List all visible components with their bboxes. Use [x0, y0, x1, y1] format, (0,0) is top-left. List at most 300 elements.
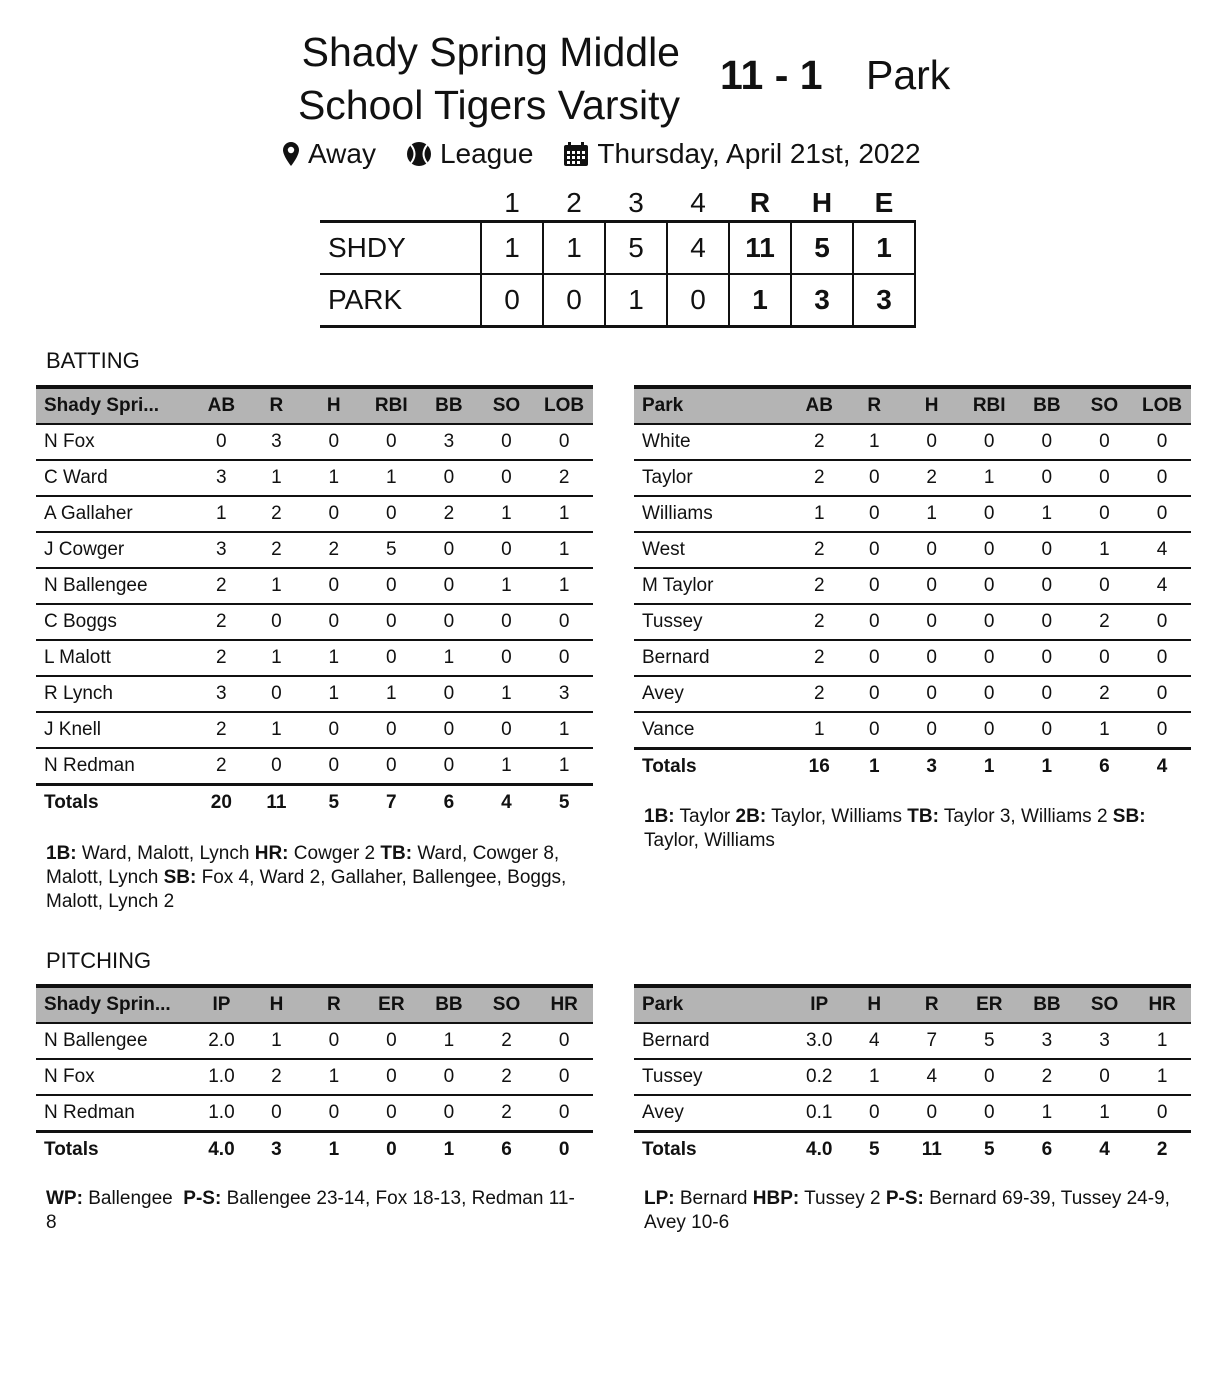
table-row [634, 532, 1191, 568]
table-header-row [36, 387, 593, 424]
inning-header: 3 [628, 187, 644, 218]
column-header: SO [478, 387, 536, 424]
total-cell: 1 [868, 756, 880, 777]
total-cell: 1 [328, 1139, 340, 1160]
line-score-table [320, 186, 916, 328]
stat-cell: 4 [1133, 568, 1191, 604]
batting-notes-away [644, 805, 1184, 853]
total-hits: 5 [791, 222, 853, 275]
stat-cell: 0 [362, 640, 420, 676]
stat-cell: 0 [362, 604, 420, 640]
stat-cell: 2 [478, 1023, 536, 1059]
stat-cell: 0 [1076, 460, 1134, 496]
table-row [36, 460, 593, 496]
note-value: Ward, Cowger 8, Malott, Lynch [46, 843, 565, 888]
stat-cell: 1 [1018, 496, 1076, 532]
game-meta [282, 138, 951, 170]
total-cell: 4 [501, 792, 512, 813]
stat-cell: 1 [420, 640, 478, 676]
table-row [36, 1023, 593, 1059]
table-row [634, 1059, 1191, 1095]
stat-cell: 0 [846, 532, 903, 568]
totals-row [36, 1132, 593, 1168]
stat-cell: 3 [535, 676, 593, 712]
team-name-line1: Shady Spring Middle [301, 29, 680, 75]
stat-cell: 3.0 [793, 1023, 846, 1059]
stat-cell: 1 [903, 496, 960, 532]
stat-cell: 1 [248, 712, 305, 748]
stat-cell: 1 [248, 460, 305, 496]
player-name: Bernard [634, 1023, 793, 1059]
inning-header: 1 [504, 187, 520, 218]
errors-header: E [874, 187, 894, 218]
stat-cell: 1 [420, 1023, 478, 1059]
stat-cell: 0 [960, 640, 1018, 676]
batting-notes-home [46, 842, 576, 914]
note-key: SB: [163, 867, 197, 888]
total-cell: 7 [385, 792, 397, 813]
total-cell: 1 [983, 756, 995, 777]
stat-cell: 0 [903, 640, 960, 676]
pitching-notes-home [46, 1187, 576, 1235]
stat-cell: 0 [1076, 640, 1134, 676]
stat-cell: 3 [195, 676, 248, 712]
note-value: Taylor, Williams [766, 806, 908, 827]
total-cell: 20 [210, 792, 232, 813]
totals-label: Totals [642, 1139, 697, 1160]
stat-cell: 0 [420, 532, 478, 568]
player-name: R Lynch [36, 676, 195, 712]
stat-cell: 0 [1076, 424, 1134, 460]
stat-cell: 0 [903, 568, 960, 604]
line-score-row [320, 274, 915, 327]
inning-score: 0 [481, 274, 543, 327]
stat-cell: 0 [535, 1023, 593, 1059]
column-header: BB [1018, 387, 1076, 424]
note-key: LP: [644, 1188, 675, 1209]
total-errors: 1 [853, 222, 915, 275]
stat-cell: 0 [1076, 568, 1134, 604]
stat-cell: 0 [363, 1059, 421, 1095]
stat-cell: 0 [478, 460, 536, 496]
stat-cell: 2 [1076, 604, 1134, 640]
column-header: Shady Spri... [36, 387, 195, 424]
location-pin-icon [282, 141, 300, 167]
stat-cell: 3 [1076, 1023, 1134, 1059]
stat-cell: 2 [195, 712, 248, 748]
player-name: Avey [634, 676, 793, 712]
stat-cell: 4 [903, 1059, 961, 1095]
totals-row [634, 1132, 1191, 1168]
stat-cell: 1 [1076, 1095, 1134, 1132]
note-key: WP: [46, 1188, 83, 1209]
table-row [36, 1059, 593, 1095]
total-cell: 5 [869, 1139, 880, 1160]
note-value: Fox 4, Ward 2, Gallaher, Ballengee, Boggs, Malott, Lynch 2 [46, 867, 572, 912]
stat-cell: 4 [846, 1023, 903, 1059]
totals-label: Totals [44, 1139, 99, 1160]
date-info [563, 138, 920, 170]
stat-cell: 0 [1133, 424, 1191, 460]
player-name: N Fox [36, 1059, 195, 1095]
stat-cell: 0 [1018, 460, 1076, 496]
stat-cell: 1 [305, 676, 362, 712]
table-header-row [634, 986, 1191, 1023]
stat-cell: 3 [195, 532, 248, 568]
note-value: Tussey 2 [799, 1188, 886, 1209]
stat-cell: 1 [362, 676, 420, 712]
stat-cell: 1 [195, 496, 248, 532]
stat-cell: 2 [195, 748, 248, 785]
stat-cell: 0 [305, 1023, 362, 1059]
inning-score: 1 [605, 274, 667, 327]
pitching-section-title: PITCHING [46, 948, 152, 973]
stat-cell: 2 [195, 640, 248, 676]
column-header: BB [420, 387, 478, 424]
stat-cell: 0 [362, 748, 420, 785]
stat-cell: 0 [1018, 532, 1076, 568]
stat-cell: 0 [305, 496, 362, 532]
column-header: HR [1133, 986, 1191, 1023]
table-row [634, 568, 1191, 604]
stat-cell: 2 [793, 604, 846, 640]
total-cell: 5 [558, 792, 570, 813]
stat-cell: 0 [363, 1023, 421, 1059]
inning-header: 2 [566, 187, 582, 218]
inning-score: 1 [543, 222, 605, 275]
stat-cell: 2 [793, 424, 846, 460]
column-header: R [846, 387, 903, 424]
stat-cell: 0 [1018, 640, 1076, 676]
column-header: HR [535, 986, 593, 1023]
table-row [634, 496, 1191, 532]
column-header: AB [195, 387, 248, 424]
stat-cell: 1 [248, 568, 305, 604]
column-header: RBI [362, 387, 420, 424]
stat-cell: 3 [248, 424, 305, 460]
stat-cell: 1 [535, 712, 593, 748]
stat-cell: 1 [478, 568, 536, 604]
total-cell: 11 [266, 792, 287, 813]
stat-cell: 0 [903, 604, 960, 640]
total-cell: 6 [1041, 1139, 1053, 1160]
team-abbr: PARK [320, 274, 481, 327]
stat-cell: 0 [846, 496, 903, 532]
stat-cell: 0 [305, 604, 362, 640]
note-value: Taylor [674, 806, 736, 827]
stat-cell: 0 [420, 712, 478, 748]
stat-cell: 0 [535, 640, 593, 676]
inning-score: 0 [543, 274, 605, 327]
totals-row [36, 785, 593, 821]
stat-cell: 0 [420, 1059, 478, 1095]
player-name: C Ward [36, 460, 195, 496]
player-name: N Fox [36, 424, 195, 460]
player-name: Avey [634, 1095, 793, 1132]
table-row [634, 712, 1191, 749]
note-key: SB: [1112, 806, 1146, 827]
table-row [634, 424, 1191, 460]
player-name: Vance [634, 712, 793, 749]
table-row [634, 1095, 1191, 1132]
stat-cell: 1 [362, 460, 420, 496]
inning-score: 5 [605, 222, 667, 275]
team-abbr: SHDY [320, 222, 481, 275]
total-cell: 3 [926, 756, 937, 777]
player-name: Tussey [634, 1059, 793, 1095]
table-row [36, 712, 593, 748]
column-header: R [903, 986, 961, 1023]
total-cell: 4 [1099, 1139, 1110, 1160]
calendar-icon [563, 141, 589, 167]
note-value: Taylor, Williams [644, 806, 1151, 851]
stat-cell: 5 [362, 532, 420, 568]
note-value: Bernard [674, 1188, 753, 1209]
stat-cell: 2 [535, 460, 593, 496]
stat-cell: 2 [248, 532, 305, 568]
stat-cell: 0 [903, 1095, 961, 1132]
note-value: Taylor 3, Williams 2 [938, 806, 1113, 827]
column-header: H [305, 387, 362, 424]
stat-cell: 1 [535, 496, 593, 532]
total-cell: 6 [1099, 756, 1110, 777]
stat-cell: 0 [305, 1095, 362, 1132]
game-date: Thursday, April 21st, 2022 [597, 138, 921, 169]
stat-cell: 0.1 [793, 1095, 846, 1132]
stat-cell: 0 [1133, 1095, 1191, 1132]
inning-score: 1 [481, 222, 543, 275]
stat-cell: 2 [903, 460, 960, 496]
column-header: IP [793, 986, 846, 1023]
total-runs: 11 [729, 222, 791, 275]
player-name: L Malott [36, 640, 195, 676]
column-header: SO [1076, 387, 1134, 424]
stat-cell: 2 [793, 460, 846, 496]
stat-cell: 1 [248, 1023, 305, 1059]
player-name: N Ballengee [36, 1023, 195, 1059]
column-header: H [846, 986, 903, 1023]
table-row [36, 532, 593, 568]
total-cell: 1 [443, 1139, 455, 1160]
stat-cell: 1 [793, 712, 846, 749]
total-cell: 2 [1156, 1139, 1168, 1160]
note-key: 2B: [735, 806, 767, 827]
stat-cell: 0 [420, 568, 478, 604]
stat-cell: 0 [305, 568, 362, 604]
totals-row [634, 749, 1191, 785]
note-value: Ballengee [82, 1188, 184, 1209]
stat-cell: 2 [793, 568, 846, 604]
stat-cell: 2 [793, 640, 846, 676]
stat-cell: 1 [535, 748, 593, 785]
column-header: LOB [1133, 387, 1191, 424]
total-hits: 3 [791, 274, 853, 327]
stat-cell: 1 [1076, 712, 1134, 749]
stat-cell: 1.0 [195, 1059, 248, 1095]
total-cell: 16 [808, 756, 830, 777]
note-key: HR: [254, 843, 289, 864]
stat-cell: 2 [195, 604, 248, 640]
column-header: Park [634, 986, 793, 1023]
player-name: West [634, 532, 793, 568]
note-key: P-S: [183, 1188, 222, 1209]
stat-cell: 1 [248, 640, 305, 676]
player-name: C Boggs [36, 604, 195, 640]
stat-cell: 1 [1133, 1059, 1191, 1095]
stat-cell: 0 [248, 604, 305, 640]
stat-cell: 1 [478, 496, 536, 532]
stat-cell: 3 [1018, 1023, 1076, 1059]
column-header: BB [420, 986, 478, 1023]
table-row [36, 568, 593, 604]
stat-cell: 1 [478, 676, 536, 712]
column-header: RBI [960, 387, 1018, 424]
stat-cell: 0 [1076, 496, 1134, 532]
table-row [634, 1023, 1191, 1059]
stat-cell: 0 [960, 532, 1018, 568]
note-value: Ballengee 23-14, Fox 18-13, Redman 11-8 [46, 1188, 575, 1233]
stat-cell: 2 [305, 532, 362, 568]
stat-cell: 0 [960, 496, 1018, 532]
table-header-row [634, 387, 1191, 424]
column-header: H [903, 387, 960, 424]
stat-cell: 1 [793, 496, 846, 532]
stat-cell: 0 [420, 748, 478, 785]
stat-cell: 0 [420, 676, 478, 712]
stat-cell: 0 [535, 1095, 593, 1132]
stat-cell: 4 [1133, 532, 1191, 568]
table-row [36, 424, 593, 460]
note-key: HBP: [752, 1188, 800, 1209]
note-key: TB: [380, 843, 413, 864]
note-value: Bernard 69-39, Tussey 24-9, Avey 10-6 [644, 1188, 1175, 1233]
stat-cell: 0 [961, 1059, 1019, 1095]
stat-cell: 0 [846, 712, 903, 749]
column-header: R [248, 387, 305, 424]
column-header: BB [1018, 986, 1076, 1023]
table-row [36, 640, 593, 676]
team-name-line2: School Tigers Varsity [297, 82, 680, 128]
stat-cell: 2 [248, 496, 305, 532]
player-name: J Knell [36, 712, 195, 748]
stat-cell: 0 [846, 604, 903, 640]
note-key: 1B: [644, 806, 675, 827]
stat-cell: 0 [903, 424, 960, 460]
table-row [36, 1095, 593, 1132]
total-cell: 5 [984, 1139, 995, 1160]
stat-cell: 0 [420, 460, 478, 496]
stat-cell: 1 [960, 460, 1018, 496]
stat-cell: 1 [535, 532, 593, 568]
stat-cell: 0 [535, 1059, 593, 1095]
stat-cell: 0 [960, 568, 1018, 604]
column-header: Shady Sprin... [36, 986, 195, 1023]
stat-cell: 0 [362, 568, 420, 604]
note-key: TB: [907, 806, 939, 827]
stat-cell: 0 [1133, 604, 1191, 640]
stat-cell: 0 [478, 712, 536, 748]
stat-cell: 2 [1018, 1059, 1076, 1095]
runs-header: R [749, 187, 771, 218]
player-name: Tussey [634, 604, 793, 640]
total-cell: 6 [443, 792, 455, 813]
player-name: Taylor [634, 460, 793, 496]
table-row [634, 640, 1191, 676]
player-name: N Ballengee [36, 568, 195, 604]
stat-cell: 2 [478, 1059, 536, 1095]
stat-cell: 0 [960, 712, 1018, 749]
total-cell: 4 [1156, 756, 1168, 777]
column-header: ER [363, 986, 421, 1023]
stat-cell: 0 [305, 748, 362, 785]
stat-cell: 0 [362, 496, 420, 532]
stat-cell: 1 [846, 424, 903, 460]
stat-cell: 0 [305, 712, 362, 748]
stat-cell: 1 [305, 1059, 362, 1095]
stat-cell: 0 [248, 748, 305, 785]
stat-cell: 0 [903, 712, 960, 749]
total-cell: 4.0 [806, 1139, 833, 1160]
note-value: Cowger 2 [288, 843, 381, 864]
stat-cell: 0 [478, 424, 536, 460]
stat-cell: 1 [1133, 1023, 1191, 1059]
column-header: ER [961, 986, 1019, 1023]
batting-table-away [634, 385, 1191, 784]
stat-cell: 0 [960, 424, 1018, 460]
table-row [634, 460, 1191, 496]
note-value: Ward, Malott, Lynch [76, 843, 255, 864]
player-name: A Gallaher [36, 496, 195, 532]
pitching-table-away [634, 984, 1191, 1167]
stat-cell: 0 [1018, 568, 1076, 604]
stat-cell: 2 [1076, 676, 1134, 712]
stat-cell: 0 [1133, 712, 1191, 749]
stat-cell: 0 [1018, 604, 1076, 640]
stat-cell: 0 [1133, 640, 1191, 676]
stat-cell: 0 [195, 424, 248, 460]
stat-cell: 2 [195, 568, 248, 604]
stat-cell: 0 [478, 640, 536, 676]
stat-cell: 3 [420, 424, 478, 460]
inning-score: 0 [667, 274, 729, 327]
player-name: M Taylor [634, 568, 793, 604]
final-score: 11 - 1 [720, 52, 823, 98]
stat-cell: 0 [363, 1095, 421, 1132]
table-row [36, 748, 593, 785]
column-header: Park [634, 387, 793, 424]
stat-cell: 0.2 [793, 1059, 846, 1095]
pitching-notes-away [644, 1187, 1194, 1235]
stat-cell: 7 [903, 1023, 961, 1059]
stat-cell: 0 [846, 640, 903, 676]
stat-cell: 0 [960, 676, 1018, 712]
column-header: IP [195, 986, 248, 1023]
player-name: N Redman [36, 1095, 195, 1132]
stat-cell: 0 [478, 532, 536, 568]
player-name: J Cowger [36, 532, 195, 568]
note-key: 1B: [46, 843, 77, 864]
stat-cell: 0 [248, 676, 305, 712]
team-name [260, 26, 680, 132]
stat-cell: 0 [1018, 424, 1076, 460]
column-header: AB [793, 387, 846, 424]
stat-cell: 1 [1018, 1095, 1076, 1132]
stat-cell: 0 [478, 604, 536, 640]
pitching-table-home [36, 984, 593, 1167]
note-key: P-S: [885, 1188, 924, 1209]
stat-cell: 1 [478, 748, 536, 785]
stat-cell: 0 [248, 1095, 305, 1132]
